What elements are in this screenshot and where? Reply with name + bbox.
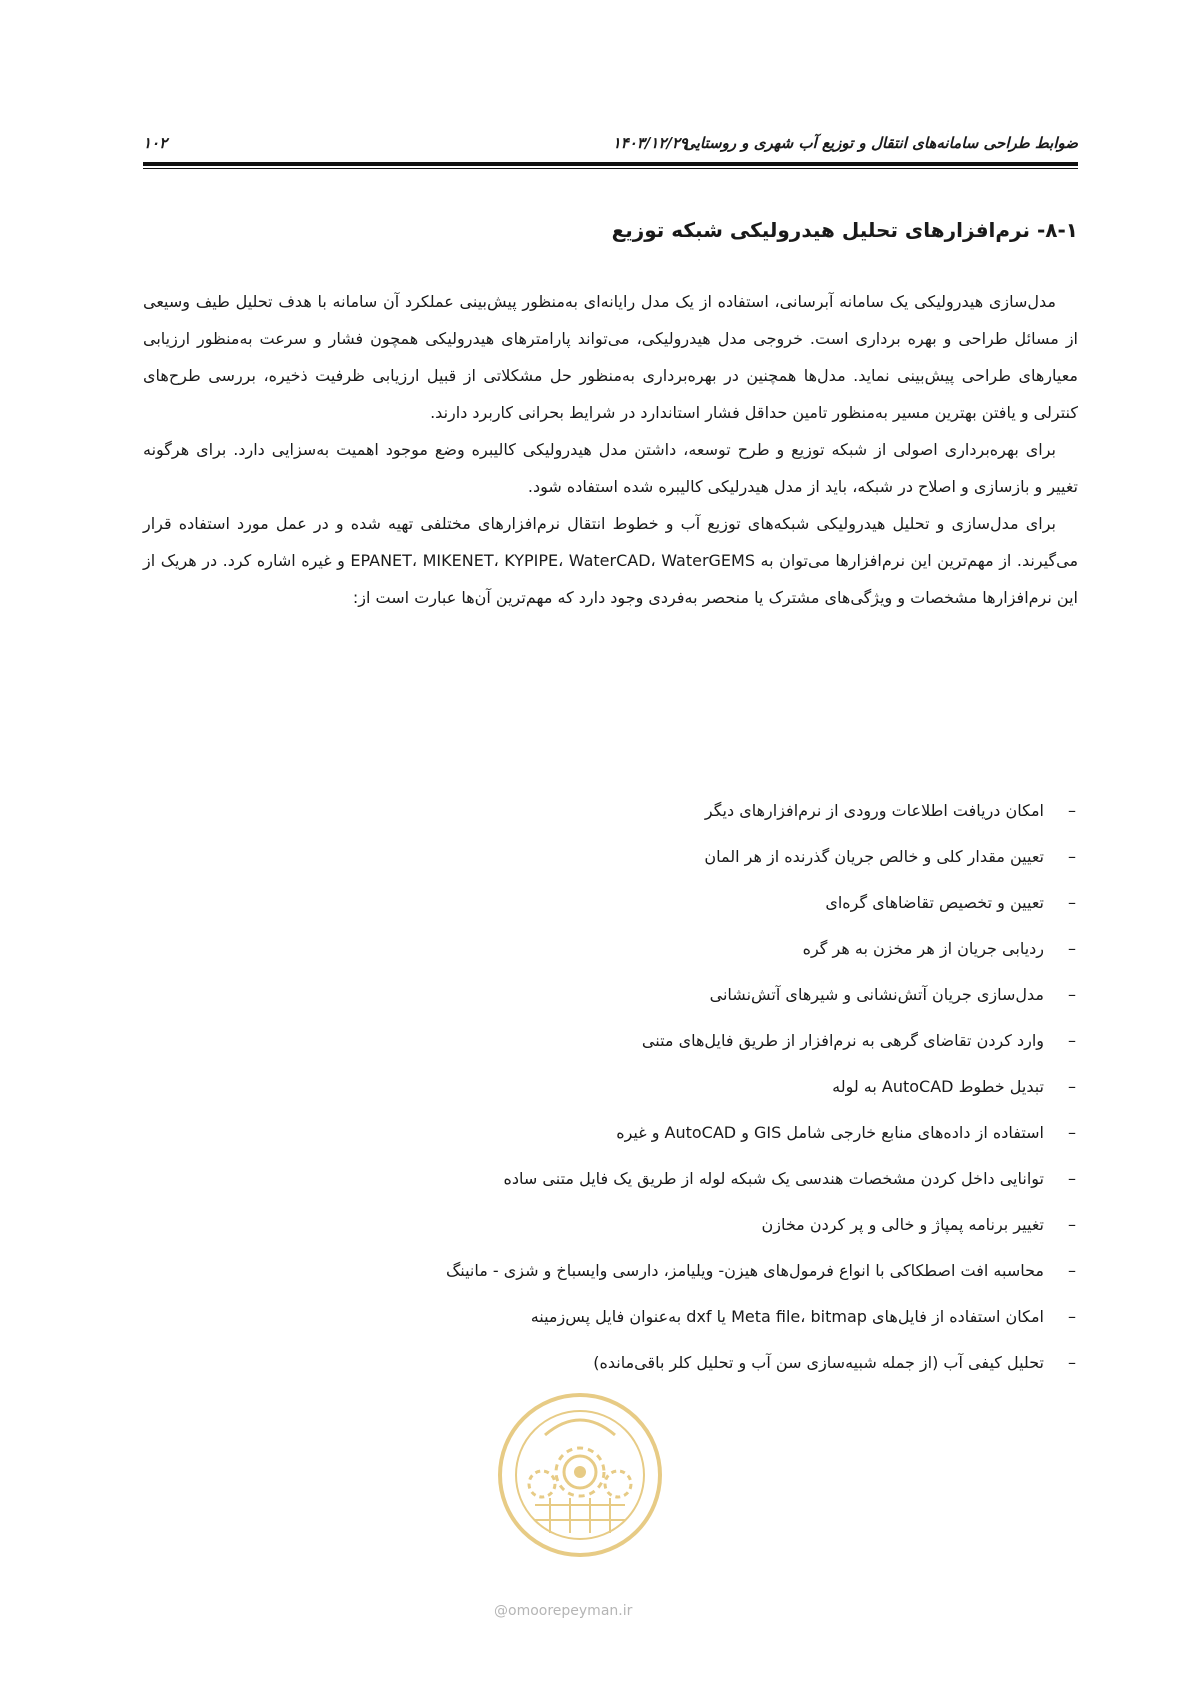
- list-item-text: تعیین و تخصیص تقاضاهای گره‌ای: [825, 893, 1044, 912]
- bullet-dash: –: [1068, 985, 1076, 1004]
- bullet-dash: –: [1068, 1077, 1076, 1096]
- list-item: [446, 1156, 1076, 1202]
- list-item-text: ردیابی جریان از هر مخزن به هر گره: [802, 939, 1044, 958]
- bullet-dash: –: [1068, 1353, 1076, 1372]
- paragraph: مدل‌سازی هیدرولیکی یک سامانه آبرسانی، استفاده از یک مدل رایانه‌ای به‌منظور پیش‌بینی عملکرد آن سامانه با هدف تحلیل طیف وسیعی از مسائل طراحی و بهره برداری است. خروجی مدل هیدرولیکی، می‌تواند پارامترهای هیدرولیکی همچون فشار و سرعت به‌منظور ارزیابی معیارهای طراحی پیش‌بینی نماید. مدل‌ها همچنین در بهره‌برداری به‌منظور حل مشکلاتی از قبیل ارزیابی ظرفیت ذخیره، بررسی طرح‌های کنترلی و یافتن بهترین مسیر به‌منظور تامین حداقل فشار استاندارد در شرایط بحرانی کاربرد دارند.: [143, 292, 1078, 422]
- list-item-text: توانایی داخل کردن مشخصات هندسی یک شبکه لوله از طریق یک فایل متنی ساده: [503, 1169, 1044, 1188]
- list-item: [446, 926, 1076, 972]
- list-item-text: مدل‌سازی جریان آتش‌نشانی و شیرهای آتش‌نشانی: [709, 985, 1044, 1004]
- running-header: [143, 128, 1078, 158]
- bullet-dash: –: [1068, 939, 1076, 958]
- list-item: [446, 1018, 1076, 1064]
- list-item-text: تبدیل خطوط AutoCAD به لوله: [832, 1077, 1044, 1096]
- bullet-dash: –: [1068, 847, 1076, 866]
- header-rule-thick: [143, 162, 1078, 166]
- bullet-dash: –: [1068, 1123, 1076, 1142]
- body-text: [143, 283, 1078, 616]
- feature-list: [446, 788, 1076, 1386]
- header-date: ۱۴۰۳/۱۲/۲۹: [612, 134, 688, 152]
- bullet-dash: –: [1068, 1307, 1076, 1326]
- bullet-dash: –: [1068, 801, 1076, 820]
- list-item-text: استفاده از داده‌های منابع خارجی شامل GIS و AutoCAD و غیره: [616, 1123, 1044, 1142]
- list-item-text: وارد کردن تقاضای گرهی به نرم‌افزار از طریق فایل‌های متنی: [641, 1031, 1044, 1050]
- list-item-text: امکان استفاده از فایل‌های Meta file، bitmap یا dxf به‌عنوان فایل پس‌زمینه: [530, 1307, 1044, 1326]
- paragraph: برای مدل‌سازی و تحلیل هیدرولیکی شبکه‌های توزیع آب و خطوط انتقال نرم‌افزارهای مختلفی تهیه شده و در عمل مورد استفاده قرار می‌گیرند. از مهم‌ترین این نرم‌افزارها می‌توان به EPANET، MIKENET، KYPIPE، WaterCAD، WaterGEMS و غیره اشاره کرد. در هریک از این نرم‌افزارها مشخصات و ویژگی‌های مشترک یا منحصر به‌فردی وجود دارد که مهم‌ترین آن‌ها عبارت است از:: [143, 514, 1079, 607]
- list-item: [446, 1064, 1076, 1110]
- watermark-logo-icon: [490, 1380, 670, 1560]
- list-item-text: محاسبه افت اصطکاکی با انواع فرمول‌های هیزن- ویلیامز، دارسی وایسباخ و شزی - مانینگ: [445, 1261, 1044, 1280]
- list-item-text: امکان دریافت اطلاعات ورودی از نرم‌افزارهای دیگر: [704, 801, 1044, 820]
- list-item: [446, 1248, 1076, 1294]
- list-item-text: تغییر برنامه پمپاژ و خالی و پر کردن مخازن: [761, 1215, 1044, 1234]
- bullet-dash: –: [1068, 1169, 1076, 1188]
- header-title: ضوابط طراحی سامانه‌های انتقال و توزیع آب شهری و روستایی: [683, 134, 1078, 152]
- list-item: [446, 972, 1076, 1018]
- header-rule-thin: [143, 168, 1078, 169]
- page-number: ۱۰۲: [143, 134, 168, 152]
- list-item-text: تحلیل کیفی آب (از جمله شبیه‌سازی سن آب و تحلیل کلر باقی‌مانده): [593, 1353, 1044, 1372]
- watermark-site: @omoorepeyman.ir: [494, 1603, 633, 1619]
- bullet-dash: –: [1068, 893, 1076, 912]
- list-item-text: تعیین مقدار کلی و خالص جریان گذرنده از هر المان: [704, 847, 1044, 866]
- list-item: [446, 788, 1076, 834]
- list-item: [446, 1202, 1076, 1248]
- section-heading: ۸-۱- نرم‌افزارهای تحلیل هیدرولیکی شبکه توزیع: [611, 218, 1078, 242]
- list-item: [446, 834, 1076, 880]
- paragraph: برای بهره‌برداری اصولی از شبکه توزیع و طرح توسعه، داشتن مدل هیدرولیکی کالیبره وضع موجود اهمیت به‌سزایی دارد. برای هرگونه تغییر و بازسازی و اصلاح در شبکه، باید از مدل هیدرلیکی کالیبره شده استفاده شود.: [143, 440, 1078, 496]
- bullet-dash: –: [1068, 1215, 1076, 1234]
- list-item: [446, 1110, 1076, 1156]
- bullet-dash: –: [1068, 1031, 1076, 1050]
- list-item: [446, 1294, 1076, 1340]
- bullet-dash: –: [1068, 1261, 1076, 1280]
- list-item: [446, 880, 1076, 926]
